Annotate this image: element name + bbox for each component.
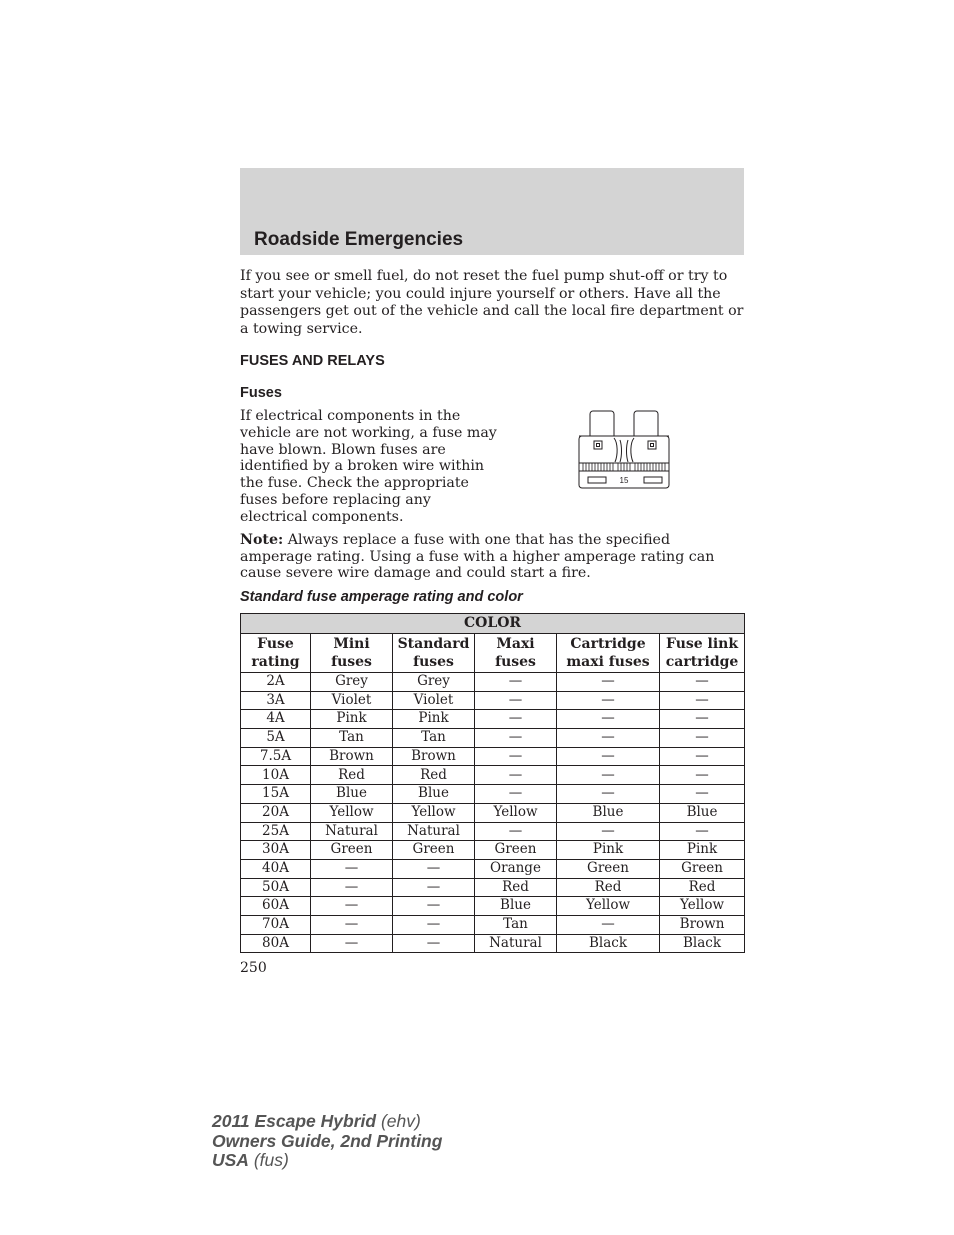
table-cell: 80A	[241, 934, 311, 953]
table-group-header: COLOR	[241, 614, 745, 634]
table-cell: Grey	[311, 673, 393, 692]
column-header-line: fuses	[495, 654, 536, 670]
table-cell: Natural	[475, 934, 557, 953]
table-row	[241, 841, 745, 860]
column-header-line: Maxi	[496, 635, 535, 652]
table-cell: 3A	[241, 691, 311, 710]
table-cell: Red	[393, 766, 475, 785]
column-header	[393, 634, 475, 673]
note-label: Note:	[240, 532, 284, 548]
table-cell: Pink	[557, 841, 660, 860]
table-cell: —	[393, 859, 475, 878]
section-title: Roadside Emergencies	[254, 229, 464, 250]
table-cell: Yellow	[557, 897, 660, 916]
table-cell: Blue	[660, 803, 745, 822]
section-header-band	[240, 168, 744, 255]
table-cell: —	[660, 710, 745, 729]
table-cell: —	[475, 710, 557, 729]
table-cell: 50A	[241, 878, 311, 897]
column-header-line: Fuse	[257, 635, 294, 652]
table-title: Standard fuse amperage rating and color	[240, 589, 523, 605]
blade-fuse-icon	[578, 410, 670, 490]
table-cell: Grey	[393, 673, 475, 692]
table-cell: —	[311, 859, 393, 878]
table-cell: Yellow	[311, 803, 393, 822]
table-cell: Violet	[393, 691, 475, 710]
table-cell: 25A	[241, 822, 311, 841]
note-text: Always replace a fuse with one that has the specified amperage rating. Using a fuse with a higher amperage rating can cause severe wire damage and could start a fire.	[240, 532, 715, 581]
intro-paragraph: If you see or smell fuel, do not reset the fuel pump shut-off or try to start your vehicle; you could injure yourself or others. Have all the passengers get out of the vehicle and call the local fire department or a towing service.	[240, 268, 744, 337]
column-header-line: Cartridge	[570, 635, 646, 652]
table-cell: Red	[475, 878, 557, 897]
table-cell: —	[393, 878, 475, 897]
table-cell: Green	[557, 859, 660, 878]
table-cell: —	[557, 747, 660, 766]
table-cell: Green	[660, 859, 745, 878]
page-number: 250	[240, 960, 267, 976]
table-cell: —	[660, 822, 745, 841]
column-header-line: fuses	[413, 654, 454, 670]
table-cell: Natural	[311, 822, 393, 841]
table-cell: —	[557, 785, 660, 804]
table-row	[241, 673, 745, 692]
table-cell: 15A	[241, 785, 311, 804]
table-cell: —	[660, 729, 745, 748]
table-cell: Yellow	[393, 803, 475, 822]
column-header	[660, 634, 745, 673]
fuses-paragraph: If electrical components in the vehicle are not working, a fuse may have blown. Blown fuses are identified by a broken wire within the fuse. Check the appropriate fuses before replacing any electrical components.	[240, 408, 497, 525]
column-header-line: rating	[251, 654, 300, 670]
table-cell: —	[660, 766, 745, 785]
table-cell: Green	[311, 841, 393, 860]
column-header-line: cartridge	[665, 654, 739, 670]
table-cell: Green	[393, 841, 475, 860]
footer-region-code: (fus)	[248, 1150, 289, 1170]
table-cell: Black	[557, 934, 660, 953]
table-cell: —	[393, 934, 475, 953]
table-cell: Orange	[475, 859, 557, 878]
table-row	[241, 766, 745, 785]
table-cell: —	[475, 729, 557, 748]
column-header-line: fuses	[331, 654, 372, 670]
table-cell: Blue	[557, 803, 660, 822]
table-cell: —	[660, 691, 745, 710]
column-header-line: Fuse link	[666, 635, 739, 652]
table-cell: 70A	[241, 915, 311, 934]
table-cell: 30A	[241, 841, 311, 860]
table-cell: —	[475, 766, 557, 785]
table-cell: —	[311, 878, 393, 897]
footer-region: USA	[212, 1150, 249, 1170]
table-cell: —	[311, 915, 393, 934]
table-cell: Blue	[475, 897, 557, 916]
table-cell: Yellow	[660, 897, 745, 916]
table-row	[241, 934, 745, 953]
footer-guide: Owners Guide, 2nd Printing	[212, 1130, 443, 1151]
column-header	[241, 634, 311, 673]
table-cell: Pink	[393, 710, 475, 729]
note-paragraph	[240, 532, 744, 582]
table-cell: 40A	[241, 859, 311, 878]
table-cell: —	[557, 766, 660, 785]
table-cell: Tan	[311, 729, 393, 748]
table-cell: Green	[475, 841, 557, 860]
column-header	[557, 634, 660, 673]
footer-model: 2011 Escape Hybrid	[212, 1111, 377, 1131]
table-cell: —	[475, 747, 557, 766]
footer	[212, 1112, 442, 1171]
table-cell: 60A	[241, 897, 311, 916]
table-row	[241, 859, 745, 878]
column-header-line: maxi fuses	[566, 654, 650, 670]
column-header-line: Mini	[333, 635, 370, 652]
table-cell: Red	[557, 878, 660, 897]
table-cell: 7.5A	[241, 747, 311, 766]
table-cell: Red	[311, 766, 393, 785]
table-row	[241, 710, 745, 729]
section-heading: FUSES AND RELAYS	[240, 353, 385, 369]
column-header-line: Standard	[397, 635, 470, 652]
fuse-rating-label: 15	[619, 476, 629, 485]
table-cell: —	[475, 691, 557, 710]
table-cell: Pink	[311, 710, 393, 729]
table-row	[241, 691, 745, 710]
table-row	[241, 897, 745, 916]
table-row	[241, 803, 745, 822]
table-cell: —	[475, 822, 557, 841]
table-cell: Blue	[311, 785, 393, 804]
table-cell: Red	[660, 878, 745, 897]
table-row	[241, 729, 745, 748]
table-cell: 2A	[241, 673, 311, 692]
table-cell: —	[393, 897, 475, 916]
column-header	[475, 634, 557, 673]
table-cell: Violet	[311, 691, 393, 710]
table-row	[241, 915, 745, 934]
table-cell: —	[557, 729, 660, 748]
table-cell: Tan	[393, 729, 475, 748]
fuse-color-table	[240, 613, 745, 953]
table-cell: —	[660, 785, 745, 804]
table-cell: Brown	[311, 747, 393, 766]
table-cell: Tan	[475, 915, 557, 934]
table-cell: Brown	[660, 915, 745, 934]
table-cell: 10A	[241, 766, 311, 785]
table-cell: —	[660, 673, 745, 692]
table-cell: Pink	[660, 841, 745, 860]
table-cell: —	[393, 915, 475, 934]
table-cell: Brown	[393, 747, 475, 766]
table-cell: —	[475, 785, 557, 804]
table-cell: Yellow	[475, 803, 557, 822]
table-cell: —	[557, 673, 660, 692]
table-cell: —	[557, 710, 660, 729]
table-cell: 20A	[241, 803, 311, 822]
table-row	[241, 785, 745, 804]
table-row	[241, 822, 745, 841]
table-row	[241, 878, 745, 897]
table-cell: —	[311, 897, 393, 916]
column-header	[311, 634, 393, 673]
table-cell: —	[557, 691, 660, 710]
table-cell: —	[660, 747, 745, 766]
table-cell: 5A	[241, 729, 311, 748]
subheading: Fuses	[240, 385, 282, 401]
table-cell: —	[311, 934, 393, 953]
table-cell: 4A	[241, 710, 311, 729]
table-cell: —	[557, 915, 660, 934]
table-cell: Natural	[393, 822, 475, 841]
table-cell: —	[475, 673, 557, 692]
table-cell: —	[557, 822, 660, 841]
table-cell: Black	[660, 934, 745, 953]
table-row	[241, 747, 745, 766]
footer-model-code: (ehv)	[376, 1111, 421, 1131]
table-cell: Blue	[393, 785, 475, 804]
